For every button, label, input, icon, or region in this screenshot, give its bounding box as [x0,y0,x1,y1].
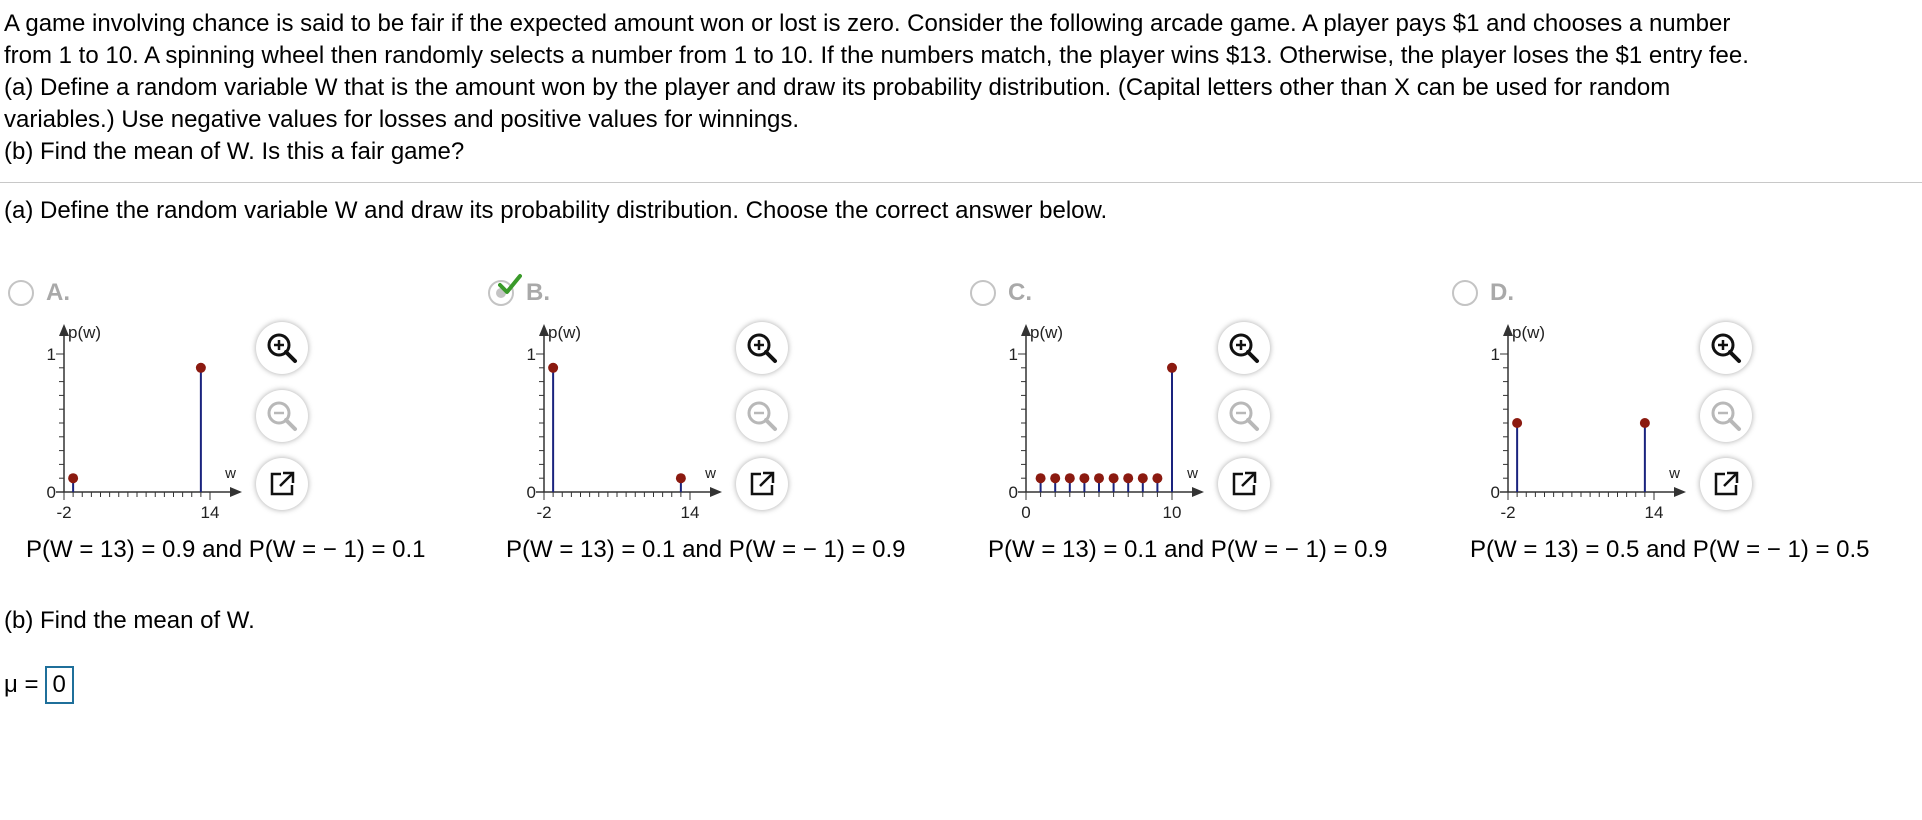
data-point [1512,418,1522,428]
zoom-in-button[interactable] [256,322,308,374]
choice-header[interactable] [488,278,550,308]
zoom-in-button[interactable] [1700,322,1752,374]
choice-d[interactable] [1452,270,1892,580]
x-tick-label-min: -2 [1500,503,1516,522]
mu-label: μ = [4,671,39,698]
x-axis-arrow [710,487,722,497]
zoom-out-button[interactable] [1700,390,1752,442]
question-line: (b) Find the mean of W. Is this a fair game? [4,138,465,165]
choice-header[interactable] [1452,278,1514,308]
popout-button[interactable] [256,458,308,510]
zoom-out-button[interactable] [256,390,308,442]
popout-button[interactable] [736,458,788,510]
data-point [68,473,78,483]
choice-letter: A. [46,279,70,306]
choice-c[interactable] [970,270,1410,580]
choice-header[interactable] [970,278,1032,308]
zoom-out-icon [1709,399,1743,433]
distribution-plot [1452,314,1697,534]
data-point [1167,363,1177,373]
choice-caption: P(W = 13) = 0.5 and P(W = − 1) = 0.5 [1470,536,1870,563]
y-tick-label-bottom: 0 [1490,483,1500,502]
question-line: variables.) Use negative values for losses and positive values for winnings. [4,106,800,133]
y-tick-label-bottom: 0 [46,483,56,502]
zoom-in-button[interactable] [736,322,788,374]
choice-header[interactable] [8,278,70,308]
divider [0,182,1922,183]
y-tick-label-bottom: 0 [1008,483,1018,502]
y-tick-label-top: 1 [46,345,56,364]
y-tick-label-top: 1 [526,345,536,364]
distribution-plot [970,314,1215,534]
data-point [1036,473,1046,483]
zoom-in-button[interactable] [1218,322,1270,374]
distribution-plot [488,314,733,534]
question-line: from 1 to 10. A spinning wheel then randomly selects a number from 1 to 10. If the numbers match, the player wins $13. Otherwise, the player loses the $1 entry fee. [4,42,1749,69]
zoom-out-button[interactable] [736,390,788,442]
data-point [1152,473,1162,483]
mean-answer [4,666,74,704]
x-tick-label-max: 14 [680,503,700,522]
part-a-prompt: (a) Define the random variable W and draw its probability distribution. Choose the correct answer below. [4,197,1108,224]
data-point [1065,473,1075,483]
data-point [1094,473,1104,483]
data-point [1640,418,1650,428]
zoom-in-icon [265,331,299,365]
part-b-prompt: (b) Find the mean of W. [4,607,255,634]
choice-a[interactable] [8,270,448,580]
question-line: A game involving chance is said to be fair if the expected amount won or lost is zero. Consider the following arcade game. A player pays $1 and chooses a number [4,10,1731,37]
choice-caption: P(W = 13) = 0.1 and P(W = − 1) = 0.9 [988,536,1388,563]
distribution-plot [8,314,253,534]
y-axis-label: p(w) [548,323,582,342]
zoom-out-icon [265,399,299,433]
popout-button[interactable] [1700,458,1752,510]
popout-button[interactable] [1218,458,1270,510]
data-point [196,363,206,373]
x-tick-label-min: -2 [56,503,72,522]
y-axis-label: p(w) [1512,323,1546,342]
x-axis-arrow [1192,487,1204,497]
data-point [676,473,686,483]
popout-icon [1709,467,1743,501]
question-line: (a) Define a random variable W that is the amount won by the player and draw its probability distribution. (Capital letters other than X can be used for random [4,74,1671,101]
popout-icon [1227,467,1261,501]
choice-letter: B. [526,279,550,306]
zoom-in-icon [1709,331,1743,365]
choice-letter: C. [1008,279,1032,306]
data-point [1123,473,1133,483]
radio-button[interactable] [8,280,34,306]
mean-input[interactable]: 0 [45,666,74,704]
data-point [548,363,558,373]
data-point [1109,473,1119,483]
question-text [4,8,1916,168]
choice-caption: P(W = 13) = 0.9 and P(W = − 1) = 0.1 [26,536,426,563]
popout-icon [265,467,299,501]
x-axis-arrow [230,487,242,497]
x-tick-label-max: 14 [200,503,220,522]
y-axis-label: p(w) [1030,323,1064,342]
y-axis-label: p(w) [68,323,102,342]
x-tick-label-min: -2 [536,503,552,522]
zoom-out-icon [1227,399,1261,433]
choice-caption: P(W = 13) = 0.1 and P(W = − 1) = 0.9 [506,536,906,563]
zoom-out-button[interactable] [1218,390,1270,442]
y-tick-label-top: 1 [1008,345,1018,364]
x-axis-label: w [225,465,236,482]
radio-button[interactable] [970,280,996,306]
choice-b[interactable] [488,270,928,580]
zoom-out-icon [745,399,779,433]
data-point [1138,473,1148,483]
x-axis-label: w [705,465,716,482]
y-tick-label-bottom: 0 [526,483,536,502]
x-axis-label: w [1669,465,1680,482]
x-tick-label-max: 14 [1644,503,1664,522]
popout-icon [745,467,779,501]
zoom-in-icon [1227,331,1261,365]
checkmark-icon [498,272,522,296]
x-axis-arrow [1674,487,1686,497]
x-axis-label: w [1187,465,1198,482]
data-point [1079,473,1089,483]
zoom-in-icon [745,331,779,365]
choice-letter: D. [1490,279,1514,306]
data-point [1050,473,1060,483]
x-tick-label-max: 10 [1162,503,1182,522]
x-tick-label-min: 0 [1021,503,1031,522]
y-tick-label-top: 1 [1490,345,1500,364]
radio-button[interactable] [1452,280,1478,306]
